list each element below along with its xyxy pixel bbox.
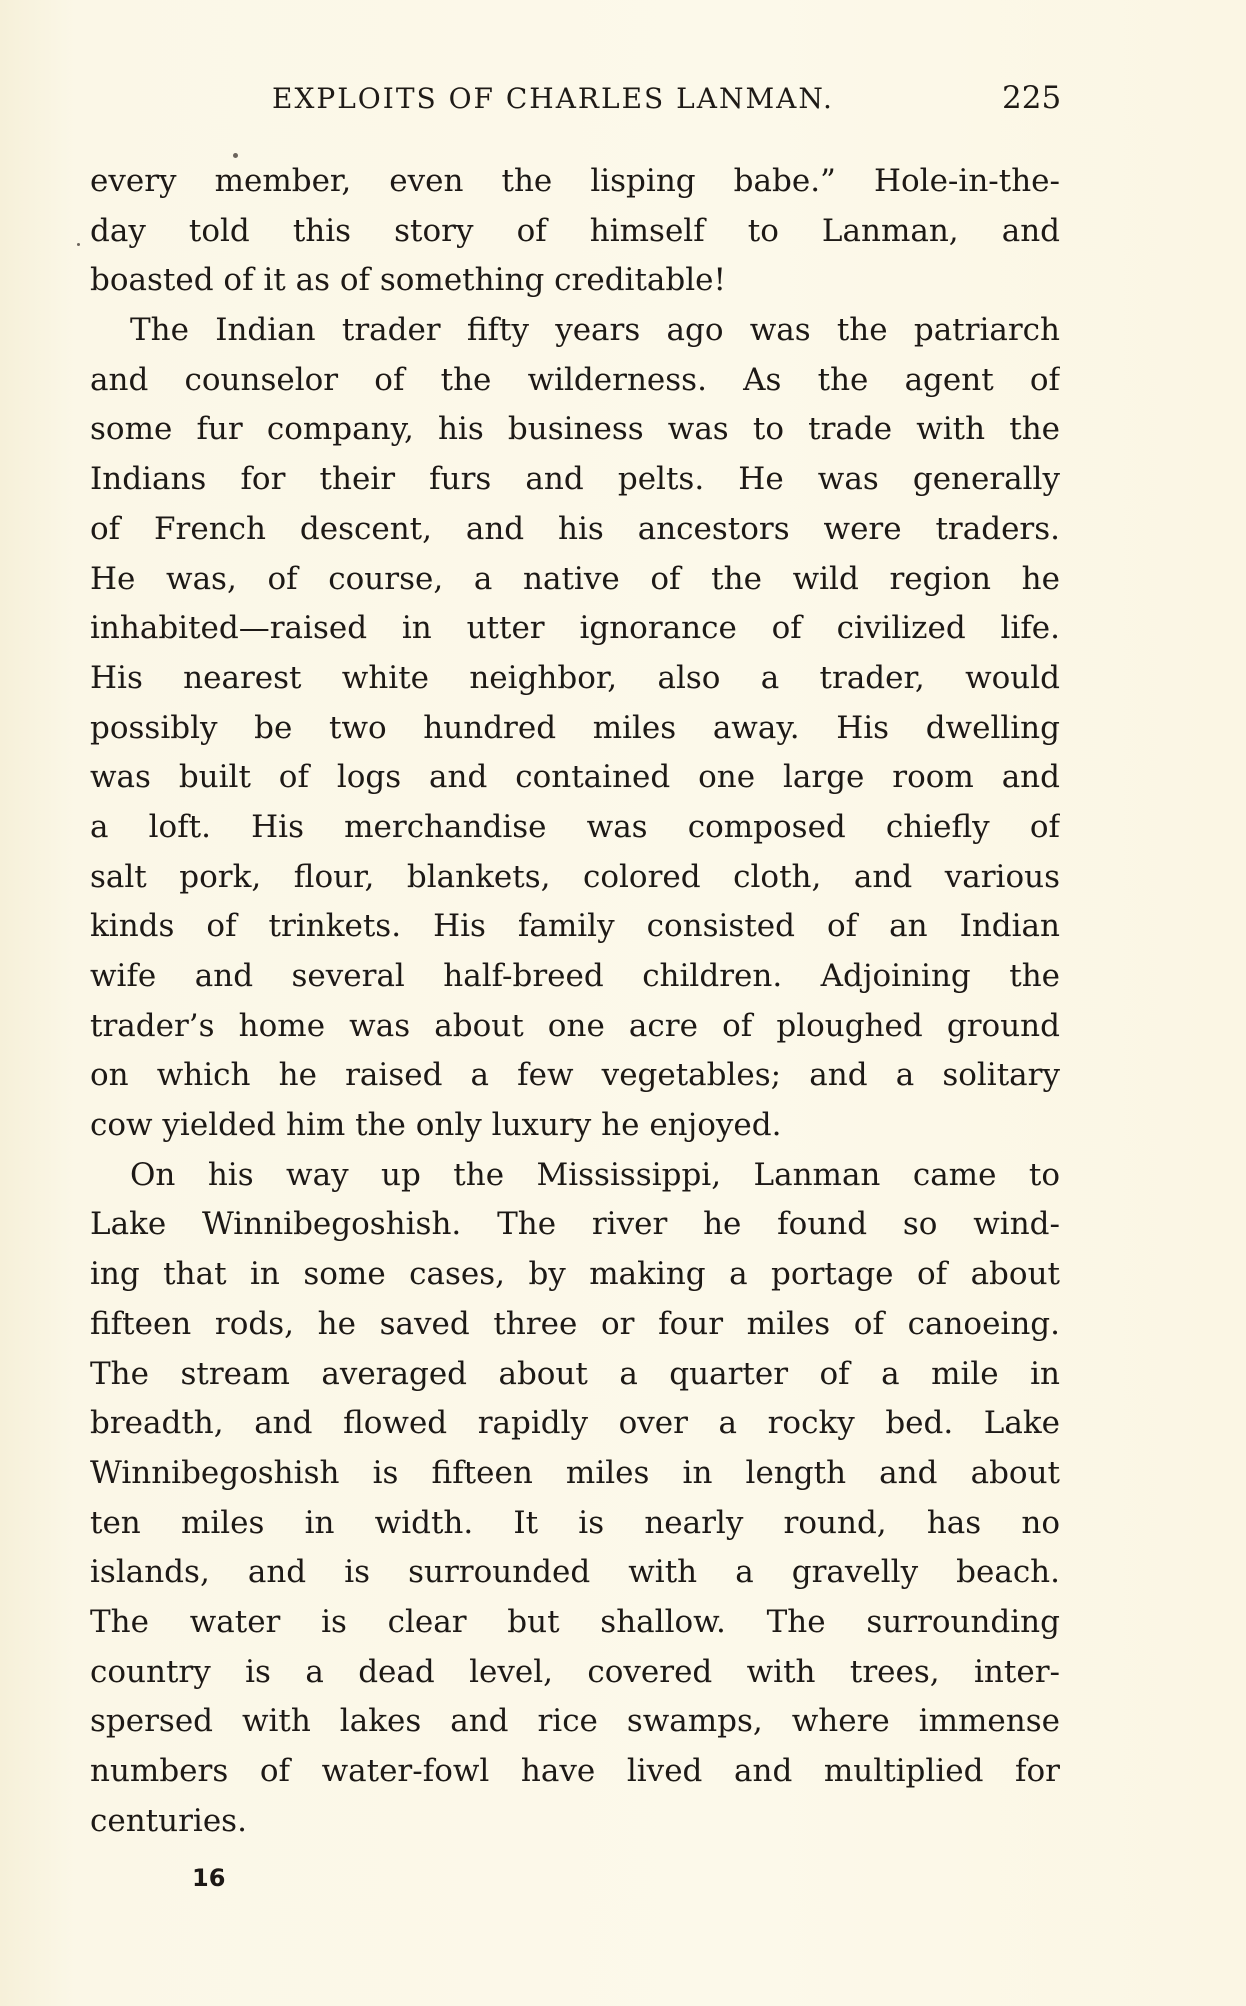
ink-speck	[77, 243, 80, 246]
text-line: kinds of trinkets. His family consisted of an Indian	[90, 908, 1060, 945]
running-head: EXPLOITS OF CHARLES LANMAN.	[272, 82, 834, 115]
text-line: islands, and is surrounded with a gravelly beach.	[90, 1554, 1060, 1591]
text-line: a loft. His merchandise was composed chiefly of	[90, 808, 1060, 845]
text-line: inhabited—raised in utter ignorance of civilized life.	[90, 610, 1060, 647]
text-line: He was, of course, a native of the wild region he	[90, 560, 1060, 597]
text-line: boasted of it as of something creditable!	[90, 262, 726, 299]
text-line: trader’s home was about one acre of ploughed ground	[90, 1007, 1060, 1044]
signature-mark: 16	[192, 1864, 226, 1892]
page-header	[0, 82, 1246, 122]
text-line: and counselor of the wilderness. As the agent of	[90, 361, 1060, 398]
text-line: Lake Winnibegoshish. The river he found so wind-	[90, 1206, 1060, 1243]
text-line: wife and several half-breed children. Adjoining the	[90, 958, 1060, 994]
text-line: Winnibegoshish is fifteen miles in length and about	[90, 1454, 1060, 1491]
text-line: every member, even the lisping babe.” Hole-in-the-	[90, 163, 1060, 199]
text-line: On his way up the Mississippi, Lanman came to	[130, 1156, 1060, 1193]
text-line: breadth, and flowed rapidly over a rocky bed. Lake	[90, 1405, 1060, 1442]
page-number: 225	[1002, 80, 1062, 116]
text-line: The Indian trader fifty years ago was the patriarch	[130, 312, 1060, 349]
text-line: country is a dead level, covered with trees, inter-	[90, 1653, 1060, 1690]
body-text	[90, 157, 1060, 1846]
text-line: Indians for their furs and pelts. He was generally	[90, 461, 1060, 498]
text-line: ing that in some cases, by making a portage of about	[90, 1256, 1060, 1293]
text-line: of French descent, and his ancestors were traders.	[90, 510, 1060, 547]
text-line: day told this story of himself to Lanman, and	[90, 212, 1060, 249]
text-line: ten miles in width. It is nearly round, has no	[90, 1504, 1060, 1541]
text-line: salt pork, flour, blankets, colored cloth, and various	[90, 858, 1060, 895]
text-line: centuries.	[90, 1802, 247, 1839]
text-line: on which he raised a few vegetables; and a solitary	[90, 1057, 1060, 1094]
text-line: numbers of water-fowl have lived and multiplied for	[90, 1753, 1060, 1789]
text-line: spersed with lakes and rice swamps, where immense	[90, 1703, 1060, 1740]
text-line: some fur company, his business was to trade with the	[90, 411, 1060, 448]
text-line: The stream averaged about a quarter of a mile in	[90, 1355, 1060, 1392]
text-line: His nearest white neighbor, also a trader, would	[90, 659, 1060, 696]
text-line: The water is clear but shallow. The surrounding	[90, 1603, 1060, 1640]
text-line: was built of logs and contained one large room and	[90, 759, 1060, 796]
text-line: possibly be two hundred miles away. His dwelling	[90, 709, 1060, 746]
text-line: cow yielded him the only luxury he enjoyed.	[90, 1107, 782, 1144]
text-line: fifteen rods, he saved three or four miles of canoeing.	[90, 1305, 1060, 1342]
